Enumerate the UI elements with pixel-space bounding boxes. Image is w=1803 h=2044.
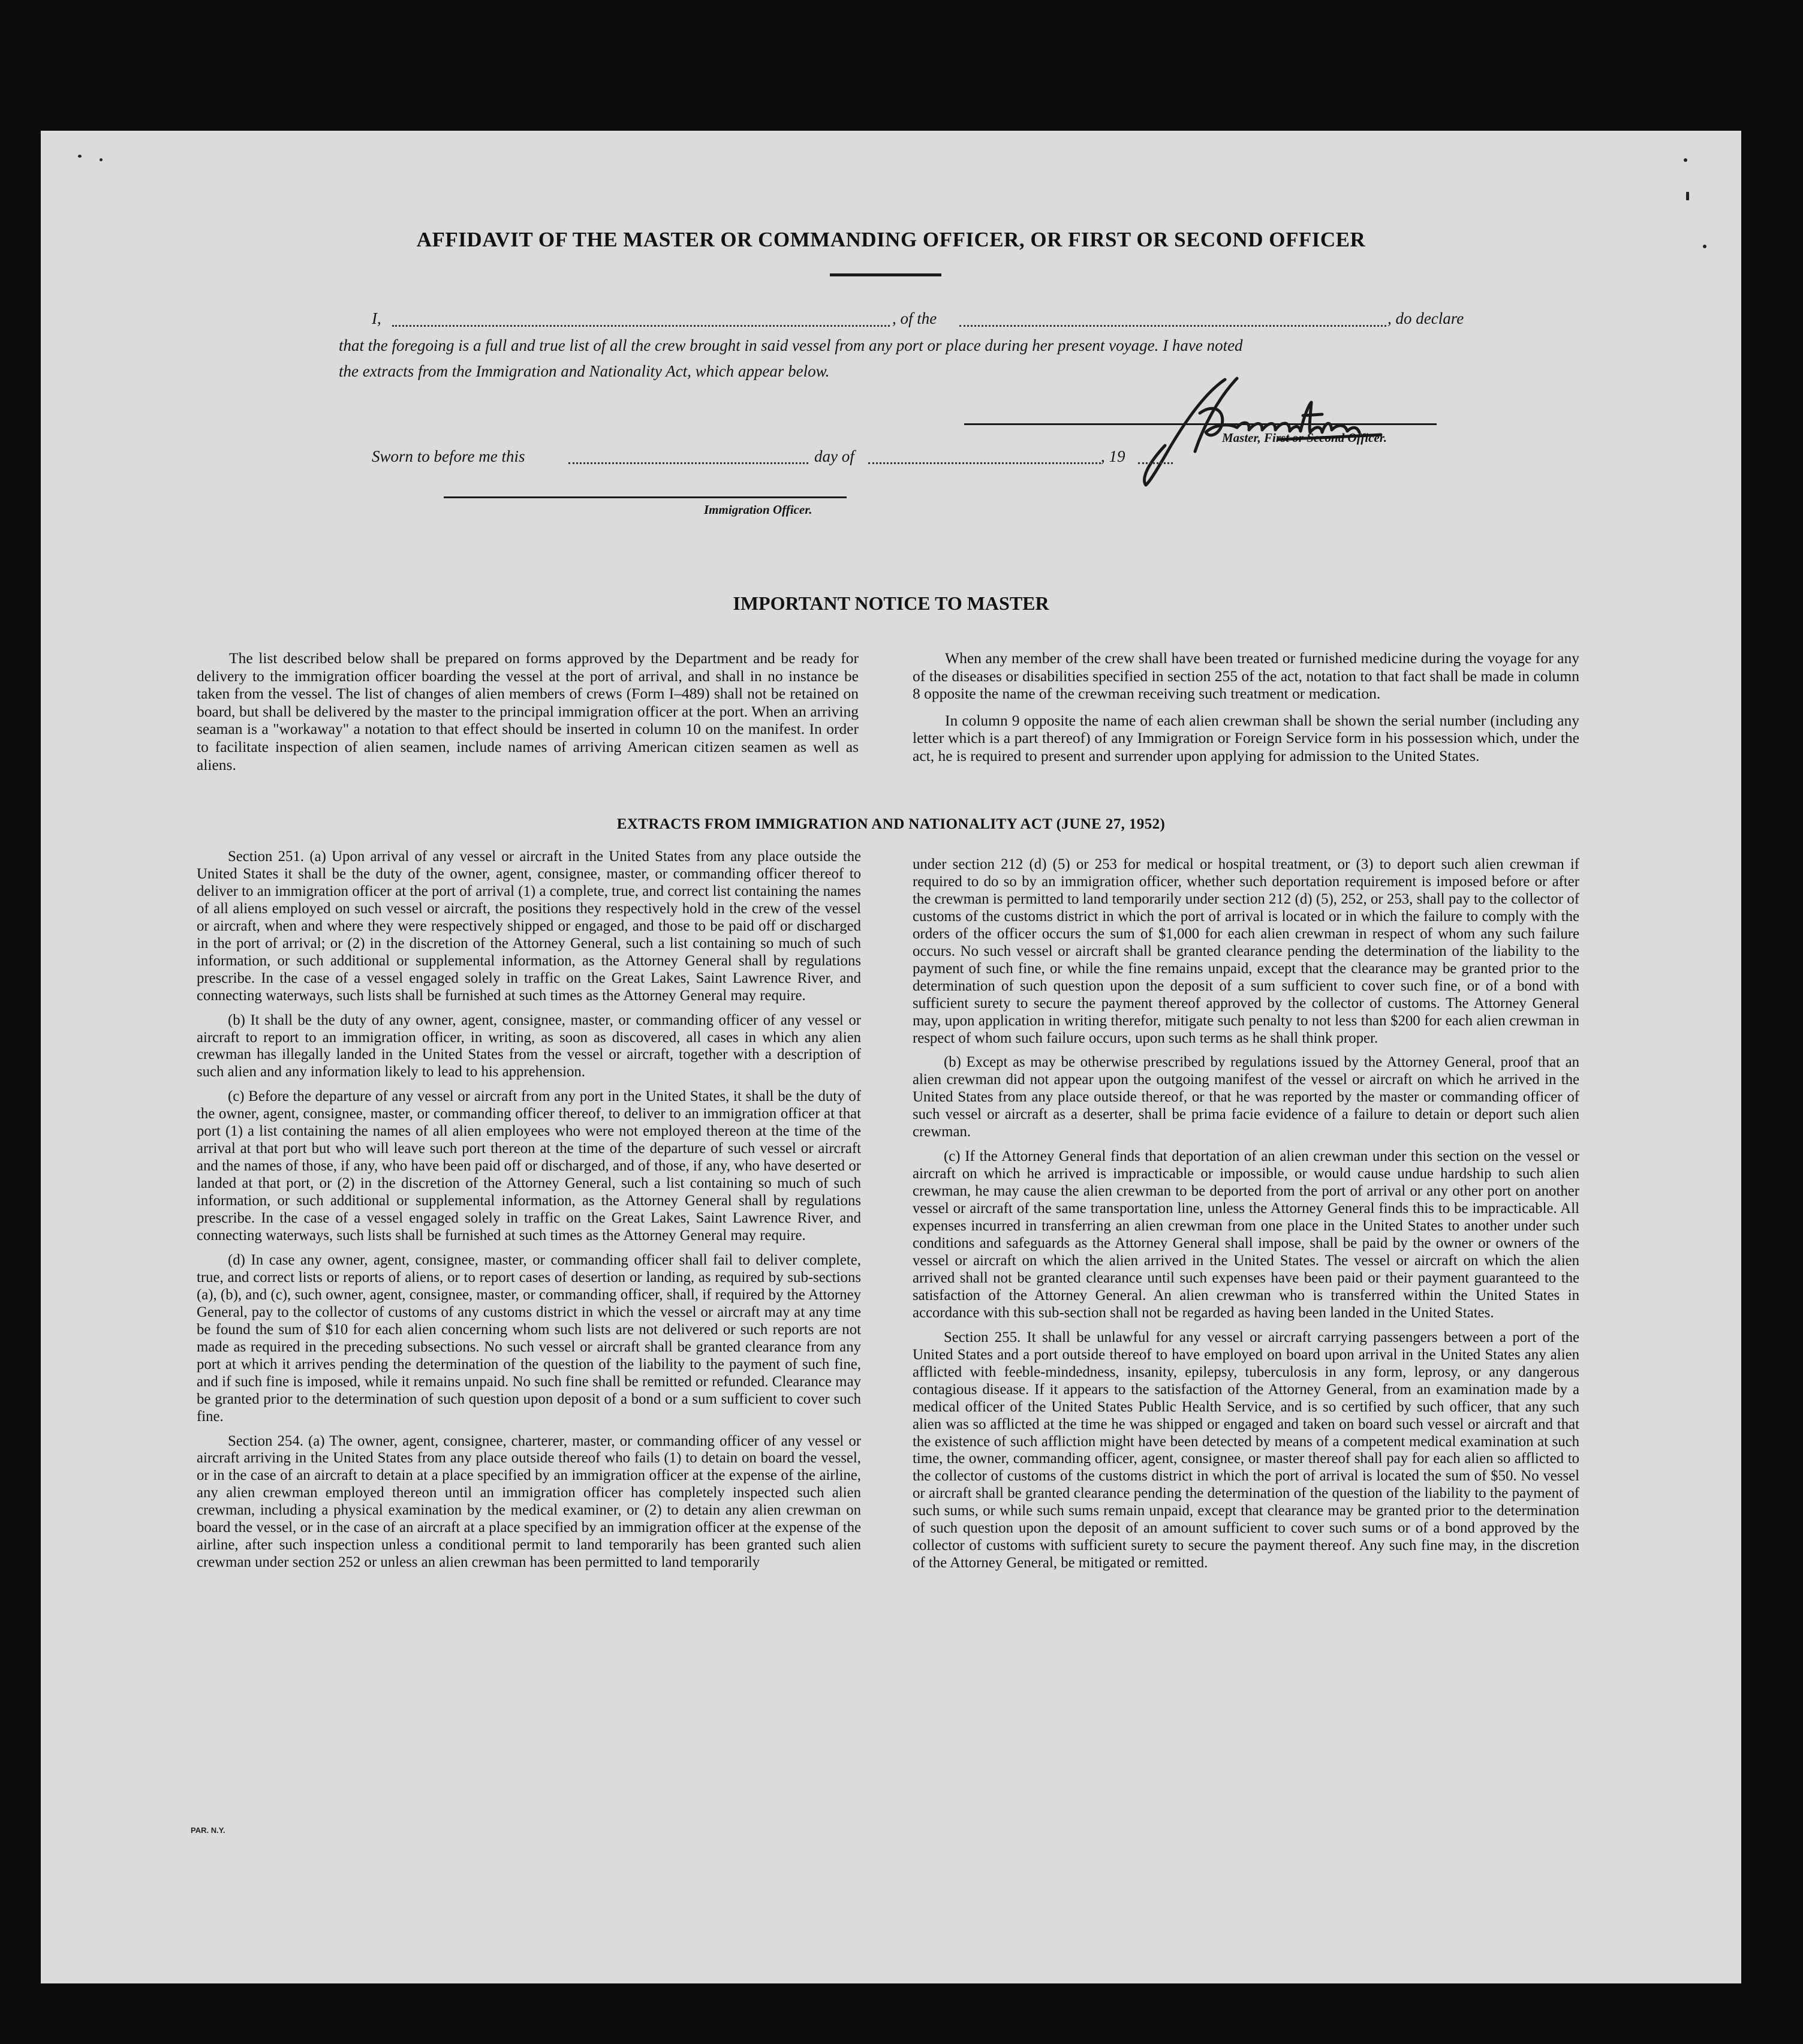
affidavit-title: AFFIDAVIT OF THE MASTER OR COMMANDING OFFICER, OR FIRST OR SECOND OFFICER	[416, 228, 1366, 251]
sworn-year-label: , 19	[1101, 447, 1125, 465]
dust-speck	[1686, 192, 1689, 200]
extract-paragraph: (c) If the Attorney General finds that deportation of an alien crewman under this section on the vessel or aircraft on which he arrived is impracticable or impossible, or would cause undue hardship to such alien crewman, he may cause the alien crewman to be deported from the port of arrival or any other port on another vessel or aircraft of the same transportation line, unless the Attorney General finds this to be impracticable. All expenses incurred in transferring an alien crewman from one place in the United States to another under such conditions and safeguards as the Attorney General shall impose, shall be paid by the owner or owners of the vessel or aircraft on which the alien arrived in the United States. The vessel or aircraft on which the alien arrived shall not be granted clearance until such expenses have been paid or their payment guaranteed to the satisfaction of the Attorney General. An alien crewman who is transferred within the United States in accordance with this sub-section shall not be regarded as having been landed in the United States.	[913, 1148, 1579, 1321]
form-page	[41, 131, 1741, 1983]
sworn-month-blank	[868, 462, 1101, 464]
master-caption: Master, First or Second Officer.	[1222, 431, 1387, 445]
officer-caption: Immigration Officer.	[704, 502, 812, 517]
notice-paragraph: The list described below shall be prepared on forms approved by the Department and be ready for delivery to the immigration officer boarding the vessel at the port of arrival, and shall in no instance be taken from the vessel. The list of changes of alien members of crews (Form I–489) shall not be retained on board, but shall be delivered by the master to the principal immigration officer at the port. When an arriving seaman is a "workaway" a notation to that effect should be inserted in column 10 on the manifest. In order to facilitate inspection of alien seamen, include names of arriving American citizen seamen as well as aliens.	[197, 649, 859, 773]
extracts-right-column	[913, 856, 1579, 1572]
master-signature-line	[964, 423, 1437, 425]
extract-paragraph: (b) It shall be the duty of any owner, agent, consignee, master, or commanding officer of any vessel or aircraft to report to an immigration officer, in writing, as soon as discovered, all cases in which any alien crewman has illegally landed in the United States from the vessel or aircraft, together with a description of such alien and any information likely to lead to his apprehension.	[197, 1012, 861, 1080]
extract-paragraph: Section 251. (a) Upon arrival of any vessel or aircraft in the United States from any place outside the United States it shall be the duty of the owner, agent, consignee, master, or commanding officer thereof to deliver to an immigration officer at the port of arrival (1) a complete, true, and correct list containing the names of all aliens employed on such vessel or aircraft, the positions they respectively hold in the crew of the vessel or aircraft, when and where they were respectively shipped or engaged, and those to be paid off or discharged in the port of arrival; or (2) in the discretion of the Attorney General, such a list containing so much of such information, or such additional or supplemental information, as the Attorney General shall by regulations prescribe. In the case of a vessel engaged solely in traffic on the Great Lakes, Saint Lawrence River, and connecting waterways, such lists shall be furnished at such times as the Attorney General may require.	[197, 848, 861, 1004]
sworn-day-blank	[568, 462, 808, 464]
declaration-do-declare-label: , do declare	[1387, 309, 1464, 327]
extract-paragraph: (c) Before the departure of any vessel or aircraft from any port in the United States, it shall be the duty of the owner, agent, consignee, master, or commanding officer thereof, to deliver to an immigration officer at that port (1) a list containing the names of all alien employees who were not employed thereon at the time of the arrival at that port but who will leave such port thereon at the time of the departure of such vessel or aircraft and the names of those, if any, who have been paid off or discharged, and of those, if any, who have deserted or landed at that port, or (2) in the discretion of the Attorney General, such a list containing so much of such information, or such additional or supplemental information, as the Attorney General shall by regulations prescribe. In the case of a vessel engaged solely in traffic on the Great Lakes, Saint Lawrence River, and connecting waterways, such lists shall be furnished at such times as the Attorney General may require.	[197, 1088, 861, 1244]
sworn-day-of-label: day of	[814, 447, 854, 465]
extract-paragraph: Section 255. It shall be unlawful for any vessel or aircraft carrying passengers between a port of the United States and a port outside thereof to have employed on board upon arrival in the United States any alien afflicted with feeble-mindedness, insanity, epilepsy, tuberculosis in any form, leprosy, or any dangerous contagious disease. If it appears to the satisfaction of the Attorney General, from an examination made by a medical officer of the United States Public Health Service, and is so certified by such officer, that any such alien was so afflicted at the time he was shipped or engaged and taken on board such vessel or aircraft and that the existence of such affliction might have been detected by means of a competent medical examination at such time, the owner, commanding officer, agent, consignee, or master thereof shall pay for each alien so afflicted to the collector of customs of the customs district in which the port of arrival is located the sum of $50. No vessel or aircraft shall be granted clearance pending the determination of the question of the liability to the payment of such sums, or while such sums remain unpaid, except that clearance may be granted prior to the determination of such question upon the deposit of an amount sufficient to cover such sums or of a bond approved by the collector of customs with sufficient surety to secure the payment thereof. Any such fine may, in the discretion of the Attorney General, be mitigated or remitted.	[913, 1329, 1579, 1572]
sworn-prefix-label: Sworn to before me this	[372, 447, 525, 465]
dust-speck	[1684, 158, 1687, 162]
notice-paragraph: When any member of the crew shall have been treated or furnished medicine during the voyage for any of the diseases or disabilities specified in section 255 of the act, notation to that fact shall be made in column 8 opposite the name of the crewman receiving such treatment or medication.	[913, 649, 1579, 703]
declaration-i-label: I,	[372, 309, 381, 327]
declaration-of-the-label: , of the	[892, 309, 937, 327]
declaration-line-2: the extracts from the Immigration and Nationality Act, which appear below.	[339, 362, 830, 380]
extract-paragraph: under section 212 (d) (5) or 253 for medical or hospital treatment, or (3) to deport such alien crewman if required to do so by an immigration officer, whether such deportation requirement is imposed before or after the crewman is permitted to land temporarily under section 212 (d) (5), 252, or 253, shall pay to the collector of customs of the customs district in which the port of arrival is located or in which the failure to comply with the orders of the officer occurs the sum of $1,000 for each alien crewman in respect of whom any such failure occurs. No such vessel or aircraft shall be granted clearance pending the determination of the liability to the payment of such fine, or while the fine remains unpaid, except that the clearance may be granted prior to the determination of such question upon the deposit of a sum sufficient to cover such fine, or of a bond with sufficient surety to secure the payment thereof approved by the collector of customs. The Attorney General may, upon application in writing therefor, mitigate such penalty to not less than $200 for each alien crewman in respect of whom such failure occurs, upon such terms as he shall think proper.	[913, 856, 1579, 1046]
title-rule	[830, 273, 941, 276]
master-signature	[1099, 368, 1411, 487]
extract-paragraph: (d) In case any owner, agent, consignee, master, or commanding officer shall fail to deliver complete, true, and correct lists or reports of aliens, or to report cases of desertion or landing, as required by sub-sections (a), (b), and (c), such owner, agent, consignee, master, or commanding officer, shall, if required by the Attorney General, pay to the collector of customs of any customs district in which the vessel or aircraft may at any time be found the sum of $10 for each alien concerning whom such lists are not delivered or such reports are not made as required in the preceding subsections. No such vessel or aircraft shall be granted clearance from any port at which it arrives pending the determination of the question of the liability to the payment of such fine, and if such fine is imposed, while it remains unpaid. No such fine shall be remitted or refunded. Clearance may be granted prior to the determination of such question upon deposit of a bond or a sum sufficient to cover such fine.	[197, 1251, 861, 1425]
printer-mark: PAR. N.Y.	[191, 1826, 225, 1835]
extracts-left-column	[197, 848, 861, 1572]
extract-paragraph: Section 254. (a) The owner, agent, consignee, charterer, master, or commanding officer of any vessel or aircraft arriving in the United States from any place outside thereof who fails (1) to detain on board the vessel, or in the case of an aircraft to detain at a place specified by an immigration officer at the expense of the airline, any alien crewman employed thereon until an immigration officer has completely inspected such alien crewman, including a physical examination by the medical examiner, or (2) to detain any alien crewman on board the vessel, or in the case of an aircraft at a place specified by an immigration officer at the expense of the airline, after such inspection unless a conditional permit to land temporarily has been granted such alien crewman under section 252 or unless an alien crewman has been permitted to land temporarily	[197, 1432, 861, 1571]
notice-title: IMPORTANT NOTICE TO MASTER	[733, 592, 1049, 614]
officer-signature-line	[444, 496, 847, 498]
notice-right-column	[913, 649, 1579, 774]
extracts-title: EXTRACTS FROM IMMIGRATION AND NATIONALITY ACT (JUNE 27, 1952)	[616, 816, 1166, 832]
dust-speck	[78, 155, 82, 158]
sworn-year-blank	[1138, 462, 1173, 464]
dust-speck	[100, 158, 103, 161]
notice-left-column	[197, 649, 859, 782]
declaration-line-1: that the foregoing is a full and true list of all the crew brought in said vessel from any port or place during her present voyage. I have noted	[339, 336, 1243, 354]
name-blank	[392, 325, 890, 327]
notice-paragraph: In column 9 opposite the name of each alien crewman shall be shown the serial number (including any letter which is a part thereof) of any Immigration or Foreign Service form in his possession which, under the act, he is required to present and surrender upon applying for admission to the United States.	[913, 711, 1579, 764]
vessel-blank	[959, 325, 1386, 327]
extract-paragraph: (b) Except as may be otherwise prescribed by regulations issued by the Attorney General, proof that an alien crewman did not appear upon the outgoing manifest of the vessel or aircraft on which he arrived in the United States from any place outside thereof, or that he was reported by the master or commanding officer of such vessel or aircraft as a deserter, shall be prima facie evidence of a failure to detain or deport such alien crewman.	[913, 1054, 1579, 1140]
